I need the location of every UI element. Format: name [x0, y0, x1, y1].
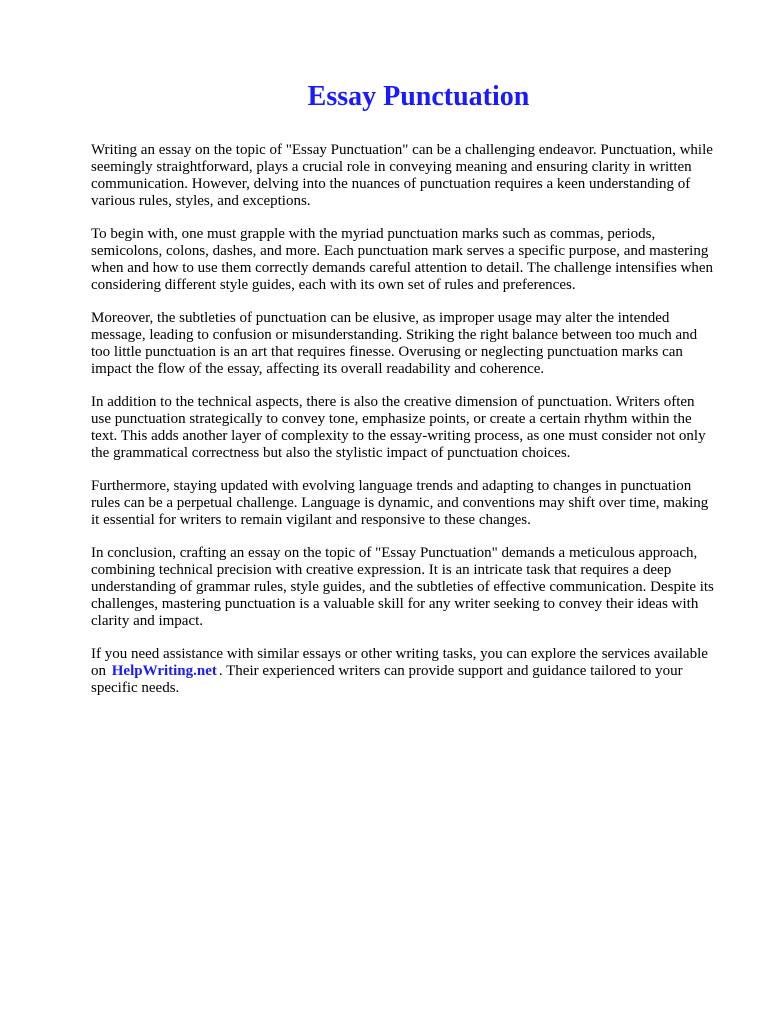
paragraph-creative: In addition to the technical aspects, there is also the creative dimension of punctuation. Writers often use punctuation strategically to convey tone, emphasize points, or create a certain rhythm within the text. This adds another layer of complexity to the essay-writing process, as one must consider not only the grammatical correctness but also the stylistic impact of punctuation choices.	[91, 394, 706, 461]
paragraph-closing	[91, 646, 716, 697]
paragraph-trends: Furthermore, staying updated with evolving language trends and adapting to changes in punctuation rules can be a perpetual challenge. Language is dynamic, and conventions may shift over time, making it essential for writers to remain vigilant and responsive to these changes.	[91, 478, 709, 528]
closing-text-before-link: If you need assistance with similar essays or other writing tasks, you can explore the services available on	[91, 646, 708, 679]
paragraph-conclusion: In conclusion, crafting an essay on the topic of "Essay Punctuation" demands a meticulous approach, combining technical precision with creative expression. It is an intricate task that requires a deep understanding of grammar rules, style guides, and the subtleties of effective communication. Despite its challenges, mastering punctuation is a valuable skill for any writer seeking to convey their ideas with clarity and impact.	[91, 545, 714, 629]
paragraph-intro: Writing an essay on the topic of "Essay Punctuation" can be a challenging endeavor. Punctuation, while seemingly straightforward, plays a crucial role in conveying meaning and ensuring clarity in written communication. However, delving into the nuances of punctuation requires a keen understanding of various rules, styles, and exceptions.	[91, 142, 713, 209]
paragraph-marks: To begin with, one must grapple with the myriad punctuation marks such as commas, periods, semicolons, colons, dashes, and more. Each punctuation mark serves a specific purpose, and mastering when and how to use them correctly demands careful attention to detail. The challenge intensifies when considering different style guides, each with its own set of rules and preferences.	[91, 226, 714, 293]
paragraph-subtleties: Moreover, the subtleties of punctuation can be elusive, as improper usage may alter the intended message, leading to confusion or misunderstanding. Striking the right balance between too much and too little punctuation is an art that requires finesse. Overusing or neglecting punctuation marks can impact the flow of the essay, affecting its overall readability and coherence.	[91, 310, 698, 377]
helpwriting-link[interactable]: HelpWriting.net	[111, 663, 217, 679]
page-title: Essay Punctuation	[307, 81, 530, 112]
closing-text-after-link: . Their experienced writers can provide support and guidance tailored to your specific needs.	[91, 663, 683, 696]
